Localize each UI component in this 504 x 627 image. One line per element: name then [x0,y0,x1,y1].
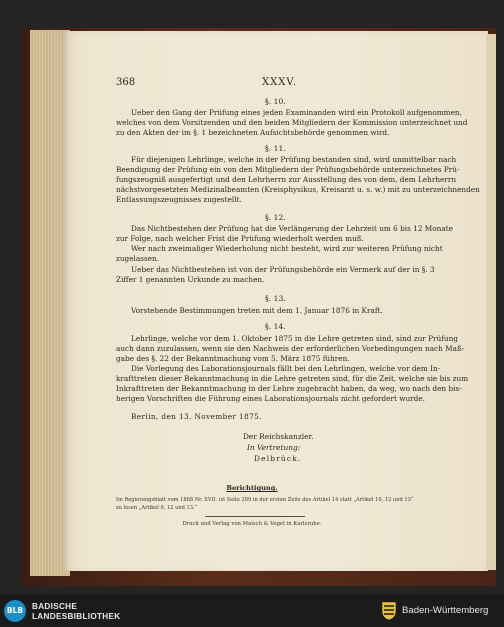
text-line: Die Vorlegung des Laborationsjournals fällt bei den Lehrlingen, welche vor dem In- [131,364,441,373]
viewer-footer [0,594,504,627]
text-line: Ziffer 1 genannten Urkunde zu machen. [116,275,265,284]
text-line: auch dann zuzulassen, wenn sie den Nachweis der erforderlichen Vorbedingungen nach Maß- [116,344,465,353]
bw-label[interactable]: Baden-Württemberg [402,605,489,616]
text-line: Das Nichtbestehen der Prüfung hat die Verlängerung der Lehrzeit um 6 bis 12 Monate [131,224,453,233]
text-line: welches von dem Vorsitzenden und den beiden Mitgliedern der Kommission unterzeichnet und [116,118,468,127]
text-line: zu den Akten der im §. 1 bezeichneten Aufsichtsbehörde genommen wird. [116,128,390,137]
text-line: herigen Vorschriften die Führung eines Laborationsjournals nicht gefordert wurde. [116,394,425,403]
date-line: Berlin, den 13. November 1875. [131,412,262,421]
text-line: fungszeugniß ausgefertigt und den Lehrherrn zur Ausstellung des von dem, dem Lehrherrn [116,175,457,184]
correction-line: Im Regierungsblatt vom 1868 Nr. XVII. ist Seite 289 in der ersten Zeile des Artikel 14 statt „Artikel 10, 12 und 13“ [116,497,414,503]
text-line: Für diejenigen Lehrlinge, welche in der Prüfung bestanden sind, wird unmittelbar nach [131,155,457,164]
printer-imprint: Druck und Verlag von Malsch & Vogel in Karlsruhe. [182,521,322,527]
signature-deputy: In Vertretung: [247,443,301,452]
correction-title: Berichtigung. [226,484,278,492]
correction-line: zu lesen „Artikel 9, 12 und 13.“ [116,505,198,511]
text-line: Inkrafttreten der Bekanntmachung in der Lehre zugebracht haben, da weg, wo nach den bis- [116,384,462,393]
text-line: nächstvorgesetzten Medizinalbeamten (Kreisphysikus, Kreisarzt u. s. w.) mit zu unterzeichnenden [116,185,480,194]
blb-name-line2[interactable]: LANDESBIBLIOTHEK [32,612,121,621]
text-line: Vorstehende Bestimmungen treten mit dem 1. Januar 1876 in Kraft. [131,306,383,315]
text-line: krafttreten dieser Bekanntmachung in die Lehre getreten sind, für die Zeit, welche sie bis zum [116,374,469,383]
signature-office: Der Reichskanzler. [243,432,314,441]
text-line: gabe des §. 22 der Bekanntmachung vom 5. März 1875 führen. [116,354,350,363]
section-heading: §. 10. [265,97,286,106]
bw-crest-icon [381,601,397,621]
section-heading: §. 12. [265,213,286,222]
text-line: Beendigung der Prüfung ein von den Mitgliedern der Prüfungsbehörde unterzeichnetes Prü- [116,165,460,174]
section-heading: §. 13. [265,294,286,303]
section-heading: §. 14. [265,322,286,331]
text-line: Ueber den Gang der Prüfung eines jeden Examinanden wird ein Protokoll aufgenommen, [131,108,462,117]
text-line: zur Folge, nach welcher Frist die Prüfung wiederholt werden muß. [116,234,364,243]
blb-name-line1[interactable]: BADISCHE [32,602,78,611]
text-line: Entlassungszeugnisses zugestellt. [116,195,242,204]
text-line: Ueber das Nichtbestehen ist von der Prüfungsbehörde ein Vermerk auf der in §. 3 [131,265,435,274]
section-heading: §. 11. [265,144,286,153]
printer-rule [205,516,305,517]
chapter-number: XXXV. [262,77,298,88]
blb-logo-icon[interactable]: BLB [4,600,26,622]
text-line: Lehrlinge, welche vor dem 1. Oktober 1875 in die Lehre getreten sind, sind zur Prüfung [131,334,458,343]
page-number: 368 [116,77,136,88]
text-line: Wer nach zweimaliger Wiederholung nicht besteht, wird zur weiteren Prüfung nicht [131,244,443,253]
text-line: zugelassen. [116,254,160,263]
signature-name: Delbrück. [254,454,302,463]
